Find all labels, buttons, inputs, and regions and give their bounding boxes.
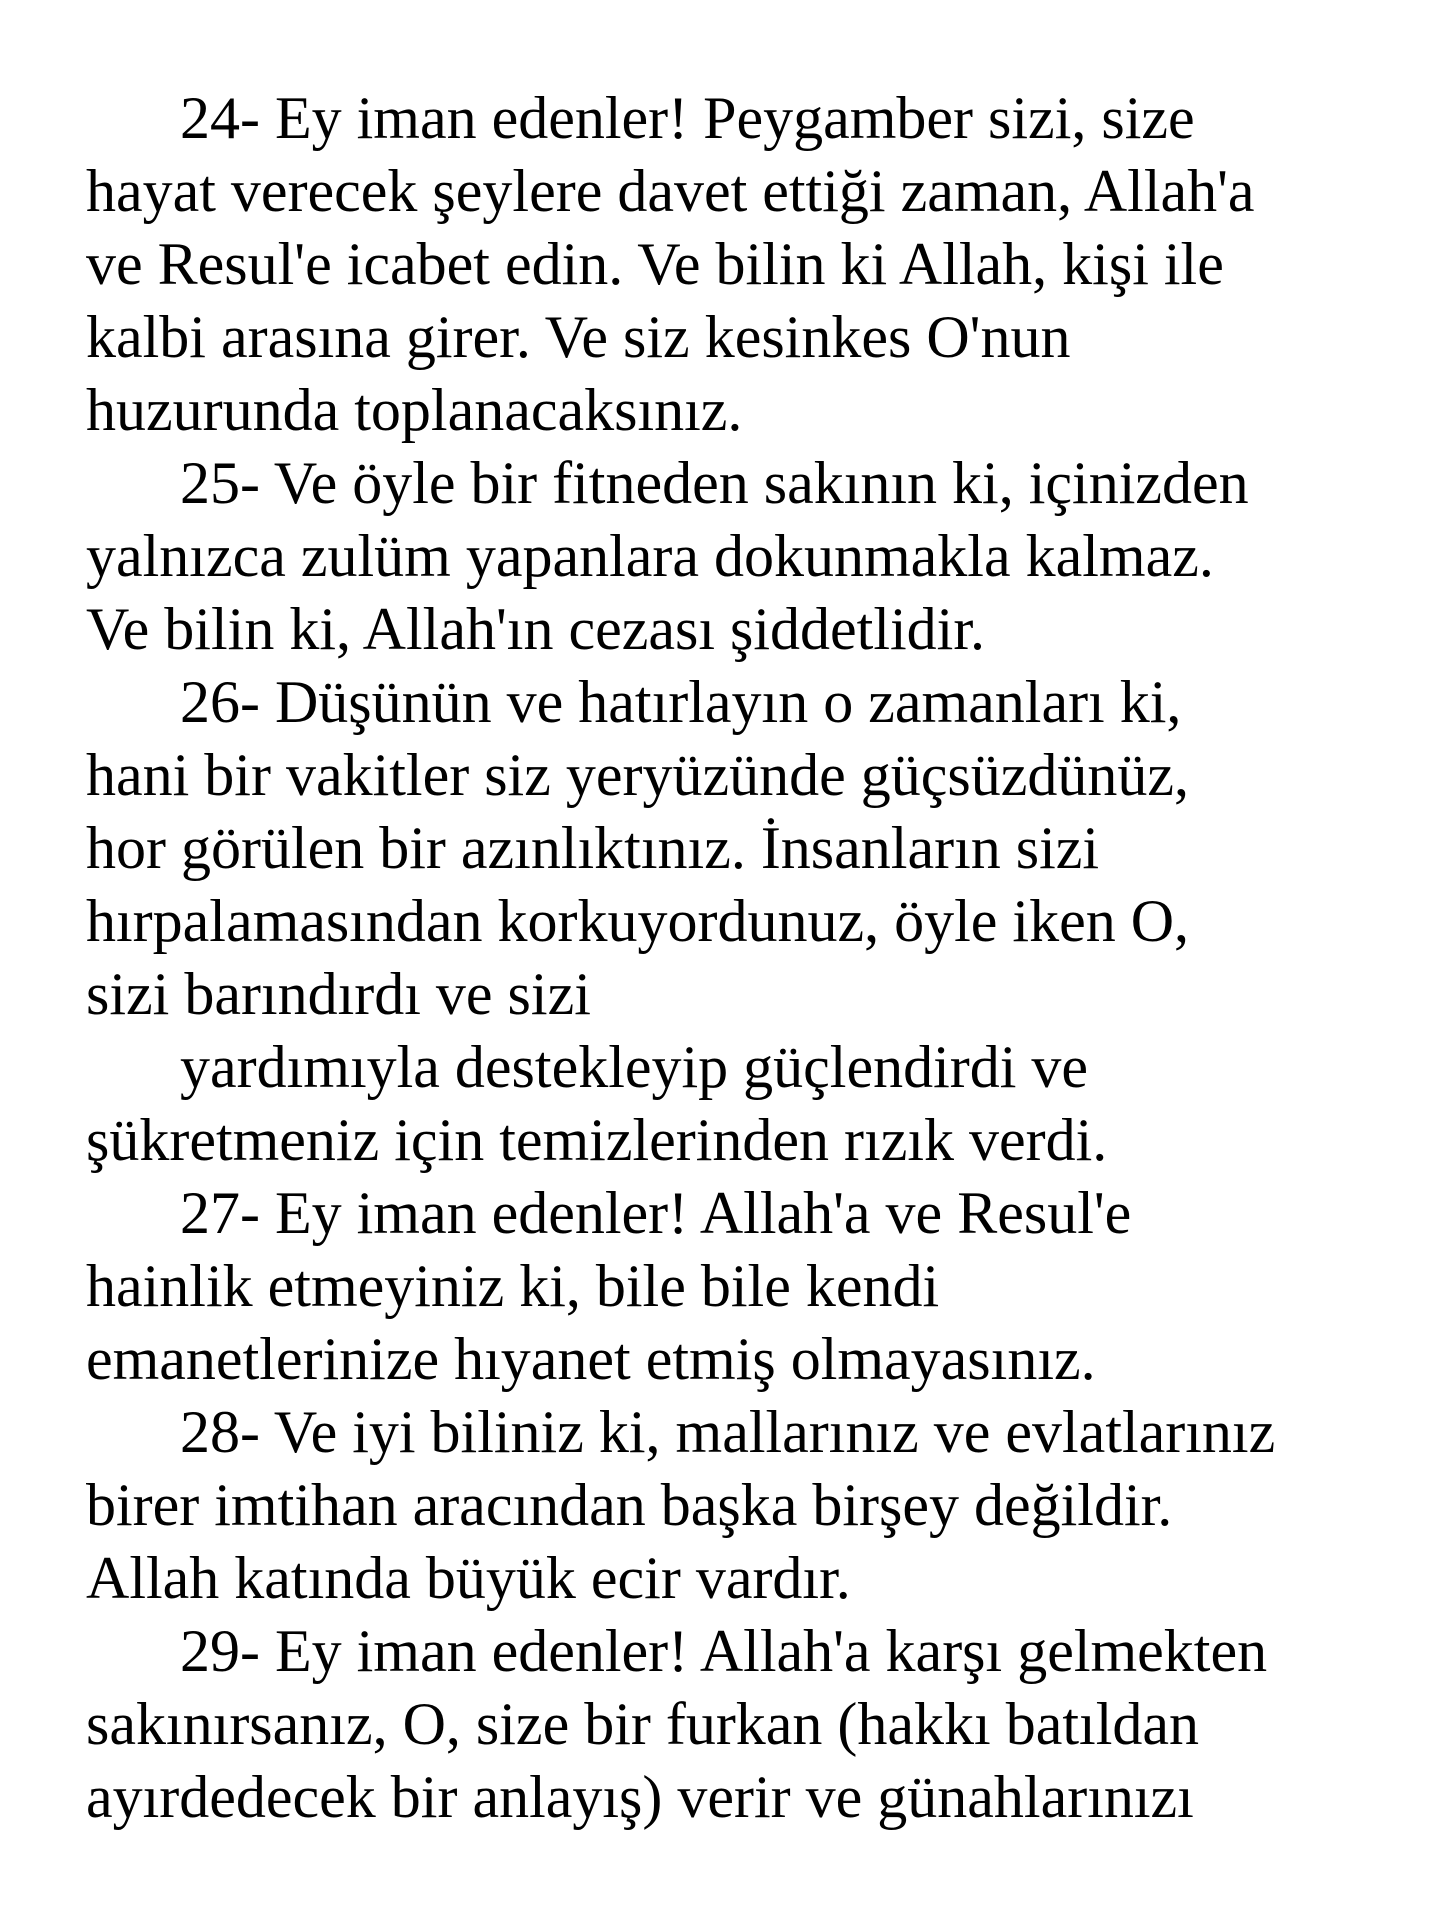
- text-line: hani bir vakitler siz yeryüzünde güçsüzdünüz,: [86, 742, 1189, 808]
- verse-28: [86, 1396, 1400, 1615]
- text-line: 29- Ey iman edenler! Allah'a karşı gelmekten: [180, 1618, 1268, 1684]
- text-line: hırpalamasından korkuyordunuz, öyle iken O,: [86, 888, 1190, 954]
- text-line: 26- Düşünün ve hatırlayın o zamanları ki,: [180, 669, 1182, 735]
- verse-26-continued: [86, 1031, 1400, 1177]
- verse-29: [86, 1615, 1400, 1834]
- text-line: kalbi arasına girer. Ve siz kesinkes O'nun: [86, 304, 1071, 370]
- verse-27: [86, 1177, 1400, 1396]
- text-line: şükretmeniz için temizlerinden rızık verdi.: [86, 1107, 1108, 1173]
- text-line: yardımıyla destekleyip güçlendirdi ve: [180, 1034, 1089, 1100]
- text-line: hor görülen bir azınlıktınız. İnsanların sizi: [86, 815, 1100, 881]
- text-line: ve Resul'e icabet edin. Ve bilin ki Allah, kişi ile: [86, 231, 1224, 297]
- text-line: hayat verecek şeylere davet ettiği zaman, Allah'a: [86, 158, 1255, 224]
- text-line: Ve bilin ki, Allah'ın cezası şiddetlidir.: [86, 596, 986, 662]
- text-line: hainlik etmeyiniz ki, bile bile kendi: [86, 1253, 940, 1319]
- text-line: emanetlerinize hıyanet etmiş olmayasınız.: [86, 1326, 1096, 1392]
- text-line: sizi barındırdı ve sizi: [86, 961, 591, 1027]
- verse-26: [86, 666, 1400, 1031]
- text-line: 25- Ve öyle bir fitneden sakının ki, içinizden: [180, 450, 1249, 516]
- verse-24: [86, 82, 1400, 447]
- text-line: sakınırsanız, O, size bir furkan (hakkı batıldan: [86, 1691, 1199, 1757]
- text-line: 28- Ve iyi biliniz ki, mallarınız ve evlatlarınız: [180, 1399, 1276, 1465]
- verse-25: [86, 447, 1400, 666]
- text-line: 27- Ey iman edenler! Allah'a ve Resul'e: [180, 1180, 1132, 1246]
- text-line: huzurunda toplanacaksınız.: [86, 377, 743, 443]
- text-line: 24- Ey iman edenler! Peygamber sizi, size: [180, 85, 1195, 151]
- text-line: Allah katında büyük ecir vardır.: [86, 1545, 851, 1611]
- text-line: birer imtihan aracından başka birşey değildir.: [86, 1472, 1173, 1538]
- text-line: yalnızca zulüm yapanlara dokunmakla kalmaz.: [86, 523, 1214, 589]
- text-line: ayırdedecek bir anlayış) verir ve günahlarınızı: [86, 1764, 1194, 1830]
